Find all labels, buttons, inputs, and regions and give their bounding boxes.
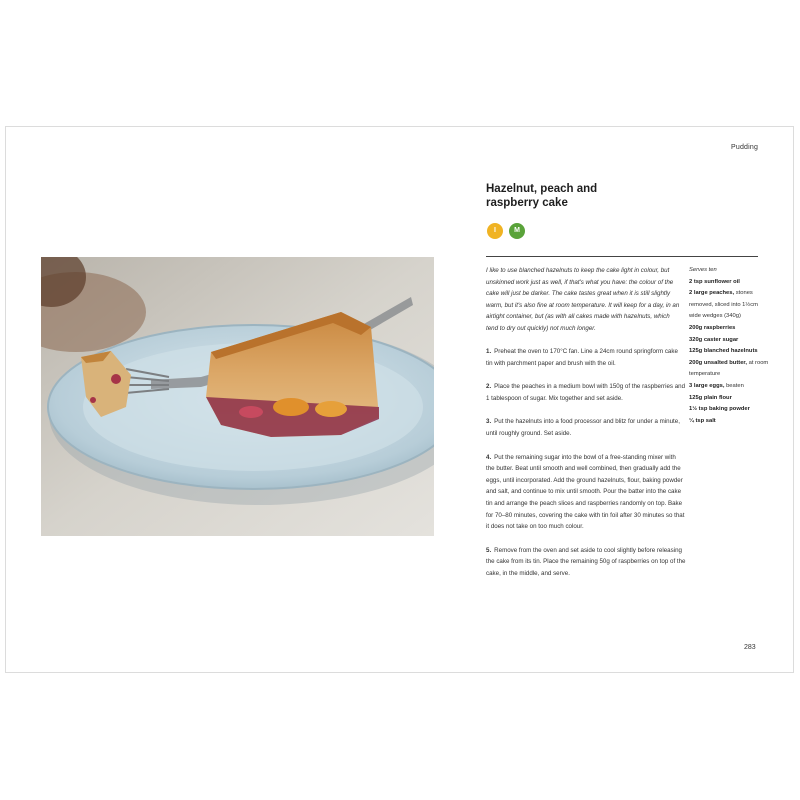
- ingredient-item: [689, 404, 769, 416]
- ingredient-name: 1½ tsp baking powder: [689, 406, 750, 413]
- step: [486, 416, 686, 439]
- step: [486, 381, 686, 404]
- step: [486, 545, 686, 580]
- ingredient-name: 3 large eggs,: [689, 382, 725, 389]
- step-text: Preheat the oven to 170°C fan. Line a 24cm round springform cake tin with parchment paper and brush with the oil.: [486, 348, 678, 367]
- ingredients-list: [689, 265, 769, 427]
- ingredient-item: [689, 346, 769, 358]
- step-number: 3.: [486, 418, 492, 426]
- ingredient-item: [689, 358, 769, 381]
- step-text: Place the peaches in a medium bowl with 150g of the raspberries and 1 tablespoon of sugar. Mix together and set aside.: [486, 383, 686, 402]
- badge-i-icon: I: [487, 223, 503, 239]
- ingredient-detail: beaten: [724, 382, 744, 389]
- ingredient-name: 2 tsp sunflower oil: [689, 278, 740, 285]
- ingredient-item: [689, 288, 769, 323]
- step-number: 5.: [486, 546, 492, 554]
- ingredient-item: [689, 323, 769, 335]
- cake-photo: [41, 257, 434, 536]
- recipe-intro: I like to use blanched hazelnuts to keep the cake light in colour, but unskinned work just as well, if that's what you have: the colour of the cake will just be darker. The cake tastes great when it is still slightly warm, but it's also fine at room temperature. It will keep for a day, in an airtight container, but (as with all cakes made with hazelnuts, which tend to dry out quickly) not much longer.: [486, 267, 680, 332]
- ingredient-item: [689, 335, 769, 347]
- step-number: 4.: [486, 453, 492, 461]
- method-steps: [486, 346, 686, 592]
- section-label: Pudding: [731, 144, 759, 151]
- ingredient-name: 200g unsalted butter,: [689, 359, 747, 366]
- ingredient-item: [689, 381, 769, 393]
- page-number: 283: [744, 644, 756, 651]
- divider-rule: [486, 256, 758, 257]
- step-text: Put the remaining sugar into the bowl of a free-standing mixer with the butter. Beat until smooth and well combined, then gradually add the eggs, until incorporated. Add the ground hazelnuts, flour, baking powder and salt, and continue to mix until smooth. Pour the batter into the cake tin and arrange the peach slices and raspberries randomly on top. Bake for 70–80 minutes, covering the cake with tin foil after 30 minutes so that it does not take on too much colour.: [486, 453, 685, 531]
- step-number: 2.: [486, 383, 492, 391]
- ingredient-detail: stones removed, sliced into 1½cm wide wedges (340g): [689, 290, 758, 320]
- step: [486, 346, 686, 369]
- step-text: Remove from the oven and set aside to cool slightly before releasing the cake from its tin. Place the remaining 50g of raspberries on top of the cake, in the middle, and serve.: [486, 546, 686, 577]
- step: [486, 452, 686, 533]
- ingredient-detail: at room temperature: [689, 359, 769, 378]
- recipe-title-line-2: raspberry cake: [486, 197, 568, 209]
- step-text: Put the hazelnuts into a food processor and blitz for under a minute, until roughly ground. Set aside.: [486, 418, 680, 437]
- ingredient-item: [689, 393, 769, 405]
- ingredient-name: 125g blanched hazelnuts: [689, 348, 758, 355]
- ingredient-item: [689, 277, 769, 289]
- ingredient-name: 125g plain flour: [689, 394, 732, 401]
- ingredient-name: 200g raspberries: [689, 324, 736, 331]
- badge-m-icon: M: [509, 223, 525, 239]
- ingredient-item: [689, 416, 769, 428]
- recipe-title: [486, 182, 686, 210]
- recipe-title-line-1: Hazelnut, peach and: [486, 183, 598, 195]
- ingredient-name: 320g caster sugar: [689, 336, 739, 343]
- serves-label: Serves ten: [689, 267, 717, 273]
- ingredient-name: 2 large peaches,: [689, 290, 735, 297]
- step-number: 1.: [486, 348, 492, 355]
- ingredient-name: ¼ tsp salt: [689, 417, 716, 424]
